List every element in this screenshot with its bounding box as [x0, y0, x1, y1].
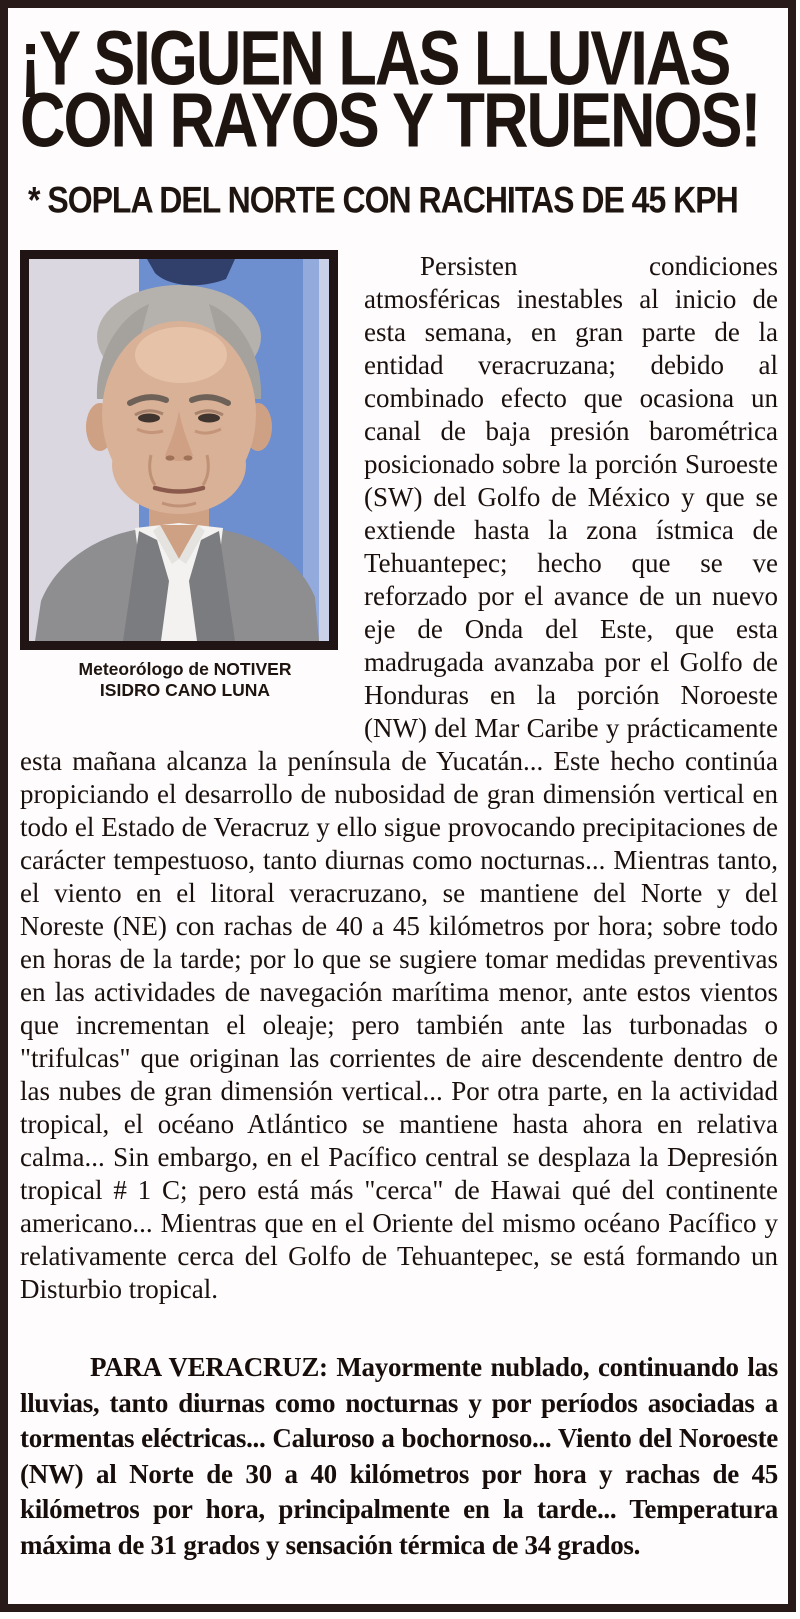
article-page — [8, 8, 788, 1604]
photo-caption-line-1: Meteorólogo de NOTIVER — [78, 659, 292, 679]
subheadline: * SOPLA DEL NORTE CON RACHITAS DE 45 KPH — [28, 179, 738, 221]
photo-caption-line-2: ISIDRO CANO LUNA — [99, 680, 271, 700]
meteorologist-photo-figure — [20, 250, 350, 701]
article-body — [20, 250, 778, 1563]
article-paragraph-1: Persisten condiciones atmosféricas inestables al inicio de esta semana, en gran parte de la entidad veracruzana; debido al combinado efecto que ocasiona un canal de baja presión barométrica posicionado sobre la porción Suroeste (SW) del Golfo de México y que se extiende hasta la zona ístmica de Tehuantepec; hecho que se ve reforzado por el avance de un nuevo eje de Onda del Este, que esta madrugada avanzaba por el Golfo de Honduras en la porción Noroeste (NW) del Mar Caribe y prácticamente esta mañana alcanza la península de Yucatán... Este hecho continúa propiciando el desarrollo de nubosidad de gran dimensión vertical en todo el Estado de Veracruz y ello sigue provocando precipitaciones de carácter tempestuoso, tanto diurnas como nocturnas... Mientras tanto, el viento en el litoral veracruzano, se mantiene del Norte y del Noreste (NE) con rachas de 40 a 45 kilómetros por hora; sobre todo en horas de la tarde; por lo que se sugiere tomar medidas preventivas en las actividades de navegación marítima menor, ante estos vientos que incrementan el oleaje; pero también ante las turbonadas o "trifulcas" que originan las corrientes de aire descendente dentro de las nubes de gran dimensión vertical... Por otra parte, en la actividad tropical, el océano Atlántico se mantiene hasta ahora en relativa calma... Sin embargo, en el Pacífico central se desplaza la Depresión tropical # 1 C; pero está más "cerca" de Hawai qué del continente americano... Mientras que en el Oriente del mismo océano Pacífico y relativamente cerca del Golfo de Tehuantepec, se está formando un Disturbio tropical. — [20, 251, 778, 1304]
photo-frame — [20, 250, 338, 650]
headline-line-2: CON RAYOS Y TRUENOS! — [20, 78, 760, 164]
headline-line-1: ¡Y SIGUEN LAS LLUVIAS — [20, 16, 730, 102]
forecast-paragraph: PARA VERACRUZ: Mayormente nublado, continuando las lluvias, tanto diurnas como nocturnas y por períodos asociadas a tormentas eléctricas... Caluroso a bochornoso... Viento del Noroeste (NW) al Norte de 30 a 40 kilómetros por hora y rachas de 45 kilómetros por hora, principalmente en la tarde... Temperatura máxima de 31 grados y sensación térmica de 34 grados. — [20, 1352, 778, 1560]
photo-caption — [20, 659, 350, 701]
headline — [20, 16, 778, 164]
portrait-photo — [29, 259, 329, 641]
